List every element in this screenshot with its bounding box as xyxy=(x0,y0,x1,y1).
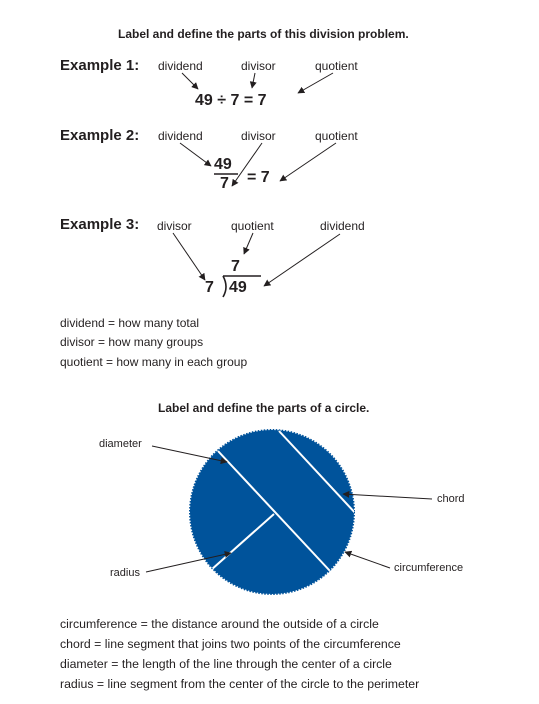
example3-dividend-label: dividend xyxy=(320,219,365,233)
arrow-ex2-dividend xyxy=(180,143,211,166)
division-heading: Label and define the parts of this division problem. xyxy=(118,27,409,41)
example2-divisor-label: divisor xyxy=(241,129,276,143)
example2-quotient-label: quotient xyxy=(315,129,358,143)
arrow-chord xyxy=(343,494,432,499)
definition-chord: chord = line segment that joins two points of the circumference xyxy=(60,637,401,651)
diameter-label: diameter xyxy=(99,438,142,450)
example1-equation: 49 ÷ 7 = 7 xyxy=(195,92,267,109)
arrow-ex3-quotient xyxy=(244,233,253,254)
arrow-ex1-dividend xyxy=(182,73,198,89)
example2-dividend-label: dividend xyxy=(158,129,203,143)
example1-title: Example 1: xyxy=(60,57,140,74)
example3-quotient-label: quotient xyxy=(231,219,274,233)
example2-numerator: 49 xyxy=(214,156,232,173)
example3-quotient: 7 xyxy=(231,258,240,275)
definition-divisor: divisor = how many groups xyxy=(60,335,204,349)
arrow-ex3-divisor xyxy=(173,233,205,280)
chord-label: chord xyxy=(437,493,465,505)
example1-quotient-label: quotient xyxy=(315,59,358,73)
definition-radius: radius = line segment from the center of the circle to the perimeter xyxy=(60,677,420,691)
example3-dividend: 49 xyxy=(229,279,247,296)
arrow-circumference xyxy=(345,552,390,568)
arrow-ex1-divisor xyxy=(252,73,255,88)
ex3-division-bracket xyxy=(223,276,261,297)
example3-divisor: 7 xyxy=(205,279,214,296)
example1-divisor-label: divisor xyxy=(241,59,276,73)
circumference-label: circumference xyxy=(394,562,464,574)
arrow-ex2-divisor xyxy=(232,143,262,186)
arrow-ex1-quotient xyxy=(298,73,333,93)
circle-heading: Label and define the parts of a circle. xyxy=(158,401,370,415)
example2-result: = 7 xyxy=(247,169,270,186)
radius-label: radius xyxy=(110,567,140,579)
arrow-ex2-quotient xyxy=(280,143,336,181)
example3-divisor-label: divisor xyxy=(157,219,192,233)
definition-circumference: circumference = the distance around the outside of a circle xyxy=(60,617,379,631)
example1-dividend-label: dividend xyxy=(158,59,203,73)
definition-dividend: dividend = how many total xyxy=(60,316,200,330)
arrow-ex3-dividend xyxy=(264,234,340,286)
example3-title: Example 3: xyxy=(60,216,140,233)
example2-title: Example 2: xyxy=(60,127,140,144)
definition-quotient: quotient = how many in each group xyxy=(60,355,248,369)
definition-diameter: diameter = the length of the line through the center of a circle xyxy=(60,657,392,671)
example2-denominator: 7 xyxy=(220,175,229,192)
